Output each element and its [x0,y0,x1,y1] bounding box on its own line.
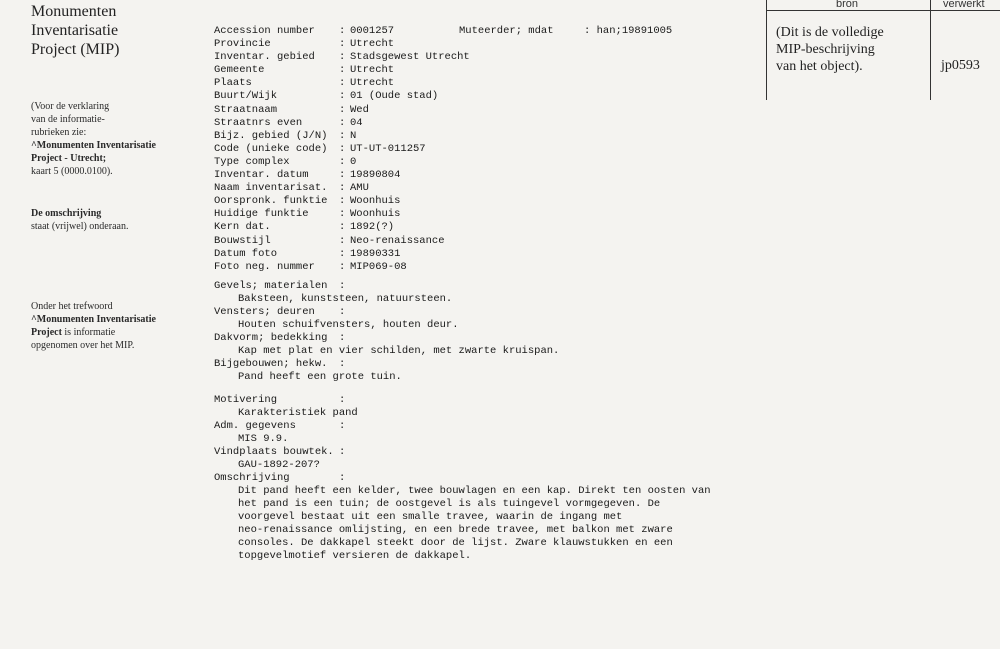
field-label: Straatnaam [214,103,278,116]
field-row [214,156,470,169]
table-divider [930,0,931,100]
section-heading [214,394,754,407]
source-line: van het object). [776,59,863,74]
note-line [31,139,206,152]
field-row [214,77,470,90]
note-bold-text: Project [31,327,62,338]
section-separator: : [339,306,346,318]
field-row [214,261,470,274]
field-value: Stadsgewest Utrecht [350,51,470,64]
field-separator: : [339,155,346,168]
note-text: is informatie [61,327,116,338]
section-heading [214,306,754,319]
title-line: Inventarisatie [31,22,119,39]
section-label: Adm. gegevens [214,420,296,432]
field-label: Huidige funktie [214,208,309,221]
field-value: Utrecht [350,77,395,90]
processed-cell: jp0593 [941,58,980,73]
field-separator: : [339,182,346,195]
section-text: Karakteristiek pand [238,407,358,419]
field-separator: : [339,169,346,182]
section-separator: : [339,332,346,344]
field-row [214,117,470,130]
field-row [214,235,470,248]
field-separator: : [339,247,346,260]
field-value: 19890804 [350,169,401,182]
table-divider [766,0,767,100]
construction-section [214,280,754,384]
field-separator: : [339,90,346,103]
field-label: Datum foto [214,247,278,260]
field-row [214,169,470,182]
field-separator: : [339,260,346,273]
note-text: Onder het trefwoord [31,301,113,312]
field-row [214,25,470,38]
field-separator: : [339,208,346,221]
note-bold-text: ^Monumenten Inventarisatie [31,314,156,325]
note-text: rubrieken zie: [31,127,87,138]
section-text: GAU-1892-207? [238,459,320,471]
field-value: 01 (Oude stad) [350,90,439,103]
field-label: Naam inventarisat. [214,182,328,195]
note-bold-text: ^Monumenten Inventarisatie [31,140,156,151]
section-text: voorgevel bestaat uit een smalle travee, waarin de ingang met [238,511,623,523]
field-separator: : [339,77,346,90]
section-separator: : [339,358,346,370]
note-line [31,100,206,113]
field-separator: : [339,51,346,64]
field-label: Oorspronk. funktie [214,195,328,208]
section-text: Baksteen, kunststeen, natuursteen. [238,293,453,305]
field-label: Inventar. datum [214,169,309,182]
document-title [31,2,201,59]
section-heading [214,420,754,433]
field-label: Kern dat. [214,221,271,234]
field-separator: : [339,116,346,129]
section-heading [214,332,754,345]
section-text: consoles. De dakkapel steekt door de lijst. Zware klauwstukken en een [238,537,673,549]
source-cell [776,24,926,75]
section-separator: : [339,446,346,458]
field-row [214,182,470,195]
field-value: 04 [350,116,363,129]
field-separator: : [339,38,346,51]
section-label: Gevels; materialen [214,280,328,292]
field-row [214,90,470,103]
note-text: kaart 5 (0000.0100). [31,166,113,177]
field-label: Buurt/Wijk [214,90,278,103]
field-label: Code (unieke code) [214,142,328,155]
source-line: (Dit is de volledige [776,25,884,40]
field-value: Utrecht [350,38,395,51]
field-value: UT-UT-011257 [350,142,426,155]
muteerder-label: Muteerder; mdat [459,25,554,37]
field-separator: : [339,221,346,234]
section-heading [214,446,754,459]
field-value: N [350,129,357,142]
note-text: opgenomen over het MIP. [31,340,135,351]
field-value: 19890331 [350,247,401,260]
description-section [214,394,754,563]
section-label: Motivering [214,394,278,406]
field-label: Inventar. gebied [214,51,315,64]
title-line: Project (MIP) [31,41,120,58]
field-value: Wed [350,103,369,116]
field-label: Bijz. gebied (J/N) [214,129,328,142]
section-label: Bijgebouwen; hekw. [214,358,328,370]
section-label: Omschrijving [214,472,290,484]
field-label: Accession number [214,25,315,37]
table-divider [766,10,1000,11]
field-value: Woonhuis [350,208,401,221]
field-row [214,64,470,77]
explanation-note [31,100,206,178]
field-value: Neo-renaissance [350,234,445,247]
table-header-bron: bron [836,0,859,10]
field-separator: : [339,129,346,142]
section-separator: : [339,420,346,432]
section-text: Pand heeft een grote tuin. [238,371,402,383]
section-heading [214,358,754,371]
field-value: Woonhuis [350,195,401,208]
note-line [31,113,206,126]
field-label: Gemeente [214,64,265,77]
title-line: Monumenten [31,3,117,20]
section-separator: : [339,280,346,292]
section-separator: : [339,394,346,406]
field-value: MIP069-08 [350,260,407,273]
field-row [214,104,470,117]
table-header-verwerkt: verwerkt [943,0,985,10]
description-note [31,207,206,233]
field-value: Utrecht [350,64,395,77]
note-bold-text: De omschrijving [31,208,102,219]
note-bold-text: Project - Utrecht; [31,153,107,164]
field-row [214,130,470,143]
muteerder-value: : han;19891005 [584,25,673,37]
field-value: 1892(?) [350,221,395,234]
section-text: neo-renaissance omlijsting, en een brede travee, met balkon met zware [238,524,673,536]
field-row [214,195,470,208]
section-text: Kap met plat en vier schilden, met zwarte kruispan. [238,345,560,357]
section-text: het pand is een tuin; de oostgevel is als tuingevel vormgegeven. De [238,498,661,510]
note-line [31,165,206,178]
section-text: Dit pand heeft een kelder, twee bouwlagen en een kap. Direkt ten oosten van [238,485,711,497]
note-line [31,152,206,165]
field-separator: : [339,25,346,37]
section-text: topgevelmotief versieren de dakkapel. [238,550,472,562]
record-fields [214,25,470,274]
section-heading [214,472,754,485]
note-text: (Voor de verklaring [31,101,110,112]
field-row [214,143,470,156]
field-row [214,51,470,64]
field-label: Foto neg. nummer [214,260,315,273]
section-label: Vensters; deuren [214,306,315,318]
field-value: AMU [350,182,369,195]
field-label: Provincie [214,38,271,51]
section-heading [214,280,754,293]
section-text: MIS 9.9. [238,433,289,445]
field-label: Bouwstijl [214,234,271,247]
field-separator: : [339,142,346,155]
field-label: Type complex [214,155,290,168]
section-text: Houten schuifvensters, houten deur. [238,319,459,331]
field-separator: : [339,64,346,77]
section-separator: : [339,472,346,484]
note-text: staat (vrijwel) onderaan. [31,221,129,232]
note-text: van de informatie- [31,114,105,125]
keyword-note [31,300,206,352]
field-value: 0 [350,155,357,168]
field-separator: : [339,234,346,247]
section-label: Dakvorm; bedekking [214,332,328,344]
field-row [214,38,470,51]
note-line [31,126,206,139]
source-line: MIP-beschrijving [776,42,875,57]
field-label: Plaats [214,77,252,90]
section-label: Vindplaats bouwtek. [214,446,334,458]
field-value: 0001257 [350,25,395,37]
field-row [214,248,470,261]
field-separator: : [339,103,346,116]
field-row [214,208,470,221]
field-label: Straatnrs even [214,116,303,129]
field-row [214,221,470,234]
field-separator: : [339,195,346,208]
